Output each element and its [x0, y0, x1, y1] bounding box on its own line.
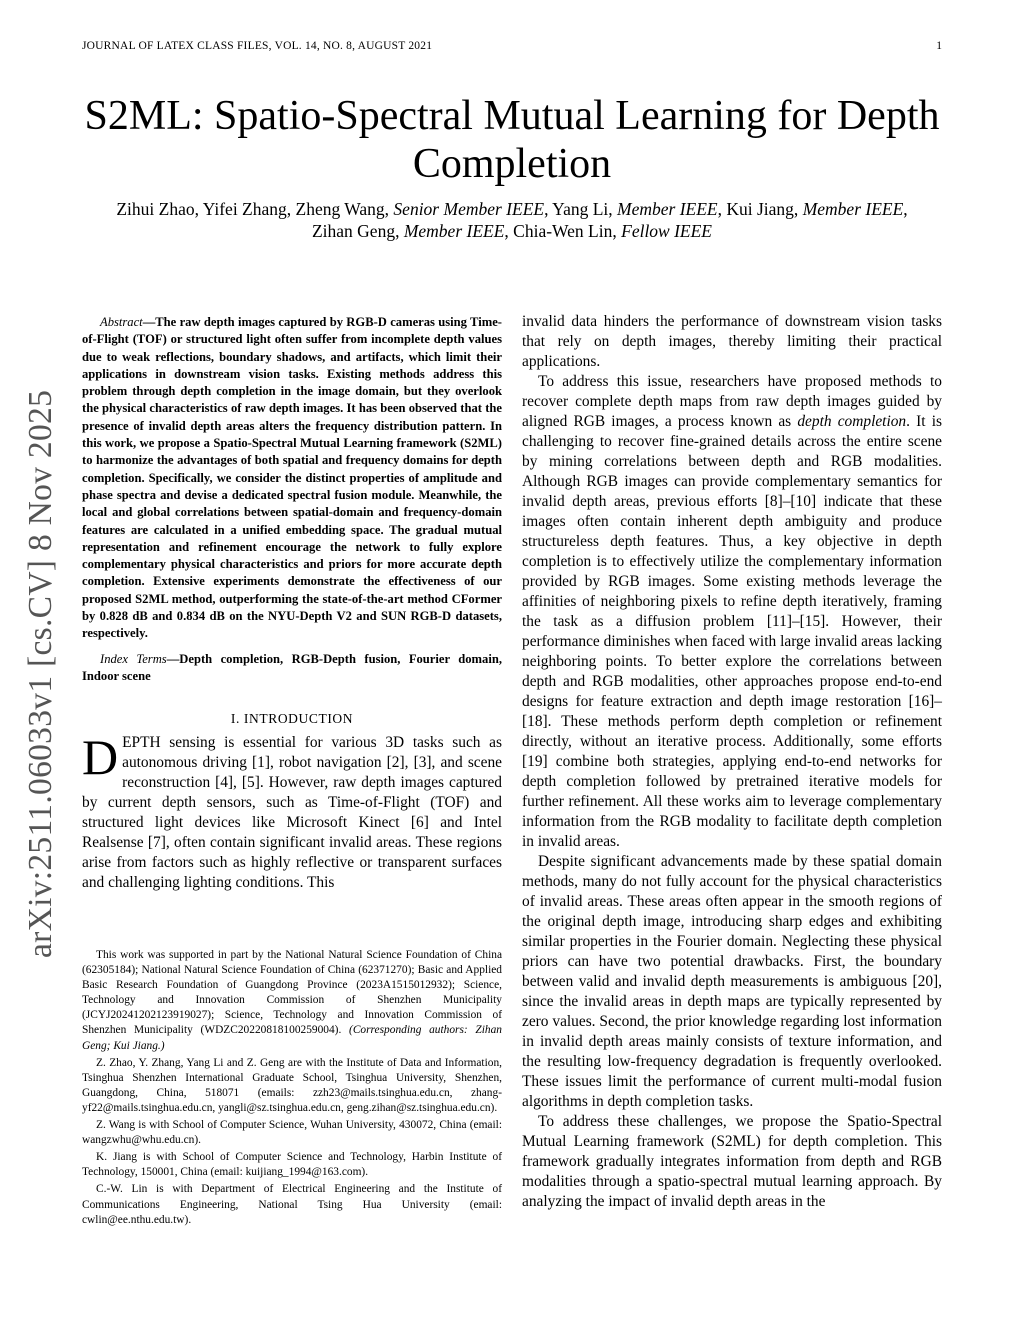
right-paragraph-1: invalid data hinders the performance of downstream vision tasks that rely on depth images, thereby limiting their practical applications.: [522, 313, 942, 370]
page-number: 1: [936, 40, 942, 52]
author-list: [60, 198, 964, 242]
right-paragraph-2: To address this issue, researchers have proposed methods to recover complete depth maps from raw depth images guided by aligned RGB images, a process known as depth completion. It is challenging to recover fine-grained details across the entire scene by mining correlations between depth and RGB modalities. Although RGB images can provide complementary semantics for invalid depth areas, previous efforts [8]–[10] indicate that these images often contain inherent depth ambiguity and produce structureless depth features. Thus, a key objective in depth completion is to effectively utilize the complementary information provided by RGB images. Some existing methods leverage the affinities of neighboring pixels to refine depth iteratively, framing the task as a diffusion problem [11]–[15]. However, their performance diminishes when faced with large invalid areas lacking neighboring points. To better explore the correlations between depth and RGB modalities, other approaches propose end-to-end designs for feature extraction and depth image restoration [16]–[18]. These methods perform depth completion or refinement directly, without an iterative process. Additionally, some efforts [19] combine both strategies, applying end-to-end networks for depth completion followed by pretrained iterative models for further refinement. All these works aim to leverage complementary information from the RGB modality to facilitate depth completion in invalid areas.: [522, 373, 942, 850]
section-heading-introduction: I. INTRODUCTION: [230, 711, 354, 727]
footnote-affiliation-harbin: K. Jiang is with School of Computer Science and Technology, Harbin Institute of Technology, 150001, China (email: kuijiang_1994@163.com).: [82, 1151, 502, 1179]
abstract: Abstract—The raw depth images captured by RGB-D cameras using Time-of-Flight (TOF) or structured light often suffer from incomplete depth values due to weak reflections, boundary shadows, and artifacts, which limit their applications in downstream vision tasks. Existing methods address this problem through depth completion in the image domain, but they overlook the physical characteristics of raw depth images. It has been observed that the presence of invalid depth areas alters the frequency distribution pattern. In this work, we propose a Spatio-Spectral Mutual Learning framework (S2ML) to harmonize the advantages of both spatial and frequency domains for depth completion. Specifically, we consider the distinct properties of amplitude and phase spectra and devise a dedicated spectral fusion module. Meanwhile, the local and global correlations between spatial-domain and frequency-domain features are calculated in a unified embedding space. The gradual mutual representation and refinement encourage the network to fully explore complementary physical characteristics and priors for more accurate depth completion. Extensive experiments demonstrate the effectiveness of our proposed S2ML method, outperforming the state-of-the-art method CFormer by 0.828 dB and 0.834 dB on the NYU-Depth V2 and SUN RGB-D datasets, respectively.: [82, 315, 502, 641]
arxiv-stamp: arXiv:2511.06033v1 [cs.CV] 8 Nov 2025: [22, 389, 59, 958]
footnotes: [82, 948, 502, 1230]
footnote-affiliation-wuhan: Z. Wang is with School of Computer Science, Wuhan University, 430072, China (email: wangzwhu@whu.edu.cn).: [82, 1119, 502, 1147]
index-terms: Index Terms—Depth completion, RGB-Depth fusion, Fourier domain, Indoor scene: [82, 651, 502, 683]
author-line-1: Zihui Zhao, Yifei Zhang, Zheng Wang, Senior Member IEEE, Yang Li, Member IEEE, Kui Jiang, Member IEEE,: [116, 199, 908, 219]
right-paragraph-4: To address these challenges, we propose the Spatio-Spectral Mutual Learning framework (S2ML) for depth completion. This framework gradually integrates information from depth and RGB modalities through a spatio-spectral mutual learning approach. By analyzing the impact of invalid depth areas in the: [522, 1113, 942, 1210]
right-column: [522, 312, 942, 1212]
footnote-funding: This work was supported in part by the National Natural Science Foundation of China (62305184); National Natural Science Foundation of China (62371270); Basic and Applied Basic Research Foundation of Guangdong Province (2023A1515012932); Science, Technology and Innovation Commission of Shenzhen Municipality (JCYJ20241202123919027); Science, Technology and Innovation Commission of Shenzhen Municipality (WDZC20220818100259004). (Corresponding authors: Zihan Geng; Kui Jiang.): [82, 949, 502, 1052]
left-column: [82, 314, 502, 893]
drop-cap: D: [82, 729, 119, 786]
intro-paragraph-1: DEPTH sensing is essential for various 3D tasks such as autonomous driving [1], robot navigation [2], [3], and scene reconstruction [4], [5]. However, raw depth images captured by current depth sensors, such as Time-of-Flight (TOF) and structured light devices like Microsoft Kinect [6] and Intel Realsense [7], often contain significant invalid areas. These regions arise from factors such as highly reflective or transparent surfaces and challenging lighting conditions. This: [82, 729, 502, 892]
paper-title: S2ML: Spatio-Spectral Mutual Learning for Depth Completion: [84, 93, 940, 187]
author-line-2: Zihan Geng, Member IEEE, Chia-Wen Lin, Fellow IEEE: [311, 221, 713, 241]
footnote-affiliation-tsinghua: Z. Zhao, Y. Zhang, Yang Li and Z. Geng are with the Institute of Data and Information, Tsinghua Shenzhen International Graduate School, Tsinghua University, Shenzhen, Guangdong, China, 518071 (emails: zzh23@mails.tsinghua.edu.cn, zhang-yf22@mails.tsinghua.edu.cn, yangli@sz.tsinghua.edu.cn, geng.zihan@sz.tsinghua.edu.cn).: [82, 1056, 502, 1114]
right-paragraph-3: Despite significant advancements made by these spatial domain methods, many do not fully account for the physical characteristics of invalid areas. These areas often appear in the smooth regions of the original depth image, introducing sharp edges and exhibiting similar properties in the Fourier domain. Neglecting these physical priors can have two potential drawbacks. First, the boundary between valid and invalid depth measurements is ambiguous [20], since the invalid areas in depth maps are typically represented by zero values. Second, the prior knowledge regarding lost information in invalid depth areas mainly consists of texture information, and the resulting low-frequency degradation is frequently overlooked. These issues limit the performance of current multi-modal fusion algorithms in depth completion tasks.: [522, 853, 942, 1110]
footnote-affiliation-nthu: C.-W. Lin is with Department of Electrical Engineering and the Institute of Communications Engineering, National Tsing Hua University (email: cwlin@ee.nthu.edu.tw).: [82, 1183, 502, 1226]
running-header: JOURNAL OF LATEX CLASS FILES, VOL. 14, NO. 8, AUGUST 2021: [82, 40, 433, 52]
